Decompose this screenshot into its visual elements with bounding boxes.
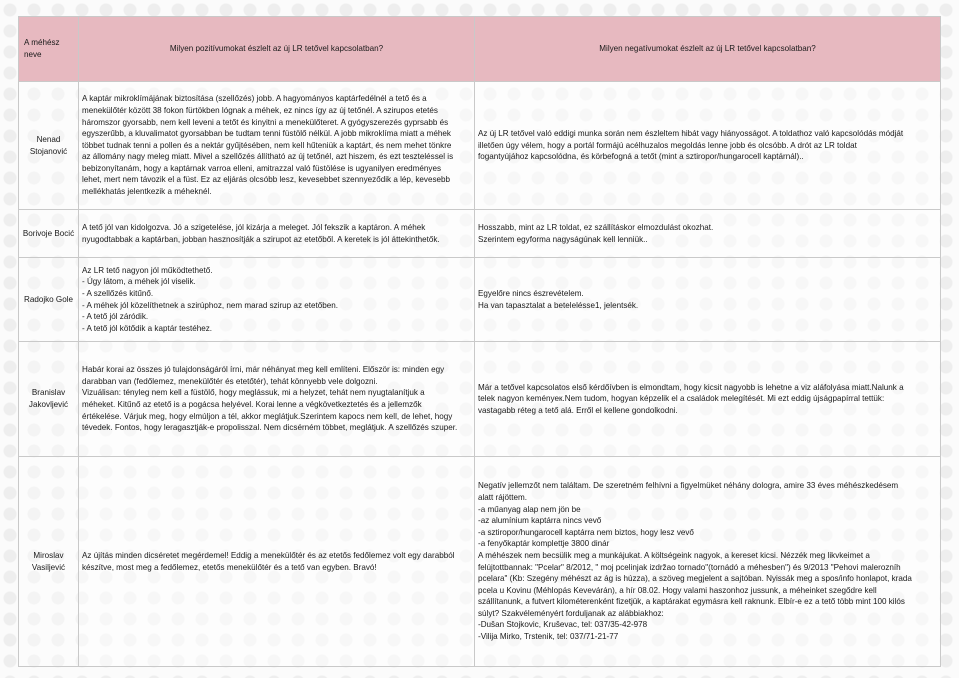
positive-comment: A tető jól van kidolgozva. Jó a szigetelése, jól kizárja a meleget. Jól fekszik a kaptáron. A méhek nyugodtabbak a kaptárban, jobban hasznosítják a szirupot az etetőből. A keretek is jól áttekinthetők.: [79, 210, 475, 258]
beekeeper-name: Radojko Gole: [19, 258, 79, 342]
beekeeper-name: Miroslav Vasiljević: [19, 457, 79, 667]
positive-comment: Az LR tető nagyon jól működtethető. - Úgy látom, a méhek jól viselik. - A szellőzés kitűnő. - A méhek jól közelíthetnek a szirúphoz, nem marad szirup az etetőben. - A tető jól záródik. - A tető jól kötődik a kaptár testéhez.: [79, 258, 475, 342]
header-positives: Milyen pozitívumokat észlelt az új LR tetővel kapcsolatban?: [79, 17, 475, 82]
table-row: [19, 342, 941, 457]
positive-comment: A kaptár mikroklímájának biztosítása (szellőzés) jobb. A hagyományos kaptárfedélnél a tető és a menekülőtér között 38 fokon fürtökben lógnak a méhek, ez nincs így az új tetőnél. A szirupos etetés háromszor gyorsabb, nem kell leveni a tetőt és kinyitni a menekülőteret. A gyógyszerezés gyprsabb és egyszerűbb, a kluvalimatot gyorsabban be tudtam tenni füstölő nélkül. A jobb mikroklíma miatt a méhek többet tudnak tenni a pollen és a nektár gyűjtésében, nem kell hűteniük a kaptárt, és nem mehet tönkre az állomány nagy meleg miatt. Mivel a szellőzés állítható az új tetőnél, azt hiszem, és ezt teszteléssel is bebizonyítanám, hogy a kaptárnak varroa elleni, amitrazzal való füstölése is ugyanilyen eredményes lehet, mert nem távozik el a füst. Ez az eljárás olcsóbb lesz, kevesebbet szennyeződik a lép, kevesebb mellékhatás jelentkezik a méheknél.: [79, 82, 475, 210]
header-negatives: Milyen negatívumokat észlelt az új LR tetővel kapcsolatban?: [475, 17, 941, 82]
negative-comment: Egyelőre nincs észrevételem. Ha van tapasztalat a betelelésse1, jelentsék.: [475, 258, 941, 342]
table-row: [19, 82, 941, 210]
table-row: [19, 258, 941, 342]
header-beekeeper-name: A méhész neve: [19, 17, 79, 82]
negative-comment: Már a tetővel kapcsolatos első kérdőívben is elmondtam, hogy kicsit nagyobb is lehetne a viz aláfolyása miatt.Nalunk a telek nagyon keményeк.Nem tudom, hogyan képzelik el a családok melegítését. Mi ezt eddig újságpapírral tettük: vastagabb réteg a tető alá. Erről el kellene gondolkodni.: [475, 342, 941, 457]
beekeeper-name: Nenad Stojanović: [19, 82, 79, 210]
negative-comment: Az új LR tetővel való eddigi munka során nem észleltem hibát vagy hiányosságot. A toldathoz való kapcsolódás módját illetően úgy vélem, hogy a portál formájú acélhuzalos megoldás lenne jobb és olcsóbb. A drót az LR toldat fogantyújához kapcsolódna, és körbefogná a tetőt (mint a sztiropor/hungarocell kaptárnál)..: [475, 82, 941, 210]
negative-comment: Hosszabb, mint az LR toldat, ez szállításkor elmozdulást okozhat. Szerintem egyforma nagyságúnak kell lenniük..: [475, 210, 941, 258]
table-row: [19, 457, 941, 667]
positive-comment: Habár korai az összes jó tulajdonságáról írni, már néhányat meg kell említeni. Először is: minden egy darabban van (fedőlemez, menekülőtér és etetőtér), tehát könnyebb vele dolgozni. Vizuálisan: tényleg nem kell a füstölő, hogy meglássuk, mi a helyzet, tehát nem nyugtalanítjuk a méheket. Kitűnő az etető is a pogácsa helyével. Korai lenne a végkövetkeztetés és a jellemzők értékelése. Várjuk meg, hogy elmúljon a tél, akkor meglátjuk.Szerintem kapocs nem kell, de lehet, hogy tévedek. Fontos, hogy leragasztják-e propolisszal. Nem dicsérném többet, meglátjuk. A szellőzés szuper.: [79, 342, 475, 457]
header-row: [19, 17, 941, 82]
negative-comment: Negatív jellemzőt nem találtam. De szeretném felhívni a figyelmüket néhány dologra, amire 33 éves méhészkedésem alatt rájöttem. -a műanyag alap nem jön be -az alumínium kaptárra nincs vevő -a sztiropor/hungarocell kaptárra nem biztos, hogy lesz vevő -a fenyőkaptár komplettje 3800 dinár A méhészek nem becsülik meg a munkájukat. A költségeink nagyok, a kereset kicsi. Nézzék meg likvkeimet a felújtottbannak: "Pcelar" 8/2012, " moj pcelinjak izdržao tornado"(tornádó a méhesben") és 9/2013 "Pehovi malerozníh pcelara" (Kb: Szegény méhészt az ág is húzza), a szöveg megjelent a sajtóban. Nyissák meg a spos/info honlapot, krada pcela u Kovinu (Méhlopás Kevevárán), a hír 08.02. Hogy valami haszonhoz jussunk, a méheinket szegődre kell szállítanunk, a futvert kilométerenként fizetjük, a kaptárakat egymásra kell raknunk. Elbír-e ez a tető több mint 100 kilós súlyt? Szakvéleményért forduljanak az alábbiakhoz: -Dušan Stojkovic, Kruševac, tel: 037/35-42-978 -Vilija Mirko, Trstenik, tel: 037/71-21-77: [475, 457, 941, 667]
positive-comment: Az újítás minden dicséretet megérdemel! Eddig a menekülőtér és az etetős fedőlemez volt egy darabból készítve, most meg a fedőlemez, etetős menekülőtér és a tető van egyben. Bravó!: [79, 457, 475, 667]
survey-table: [18, 16, 941, 667]
table-row: [19, 210, 941, 258]
beekeeper-name: Borivoje Bocić: [19, 210, 79, 258]
beekeeper-name: Branislav Jakovljević: [19, 342, 79, 457]
